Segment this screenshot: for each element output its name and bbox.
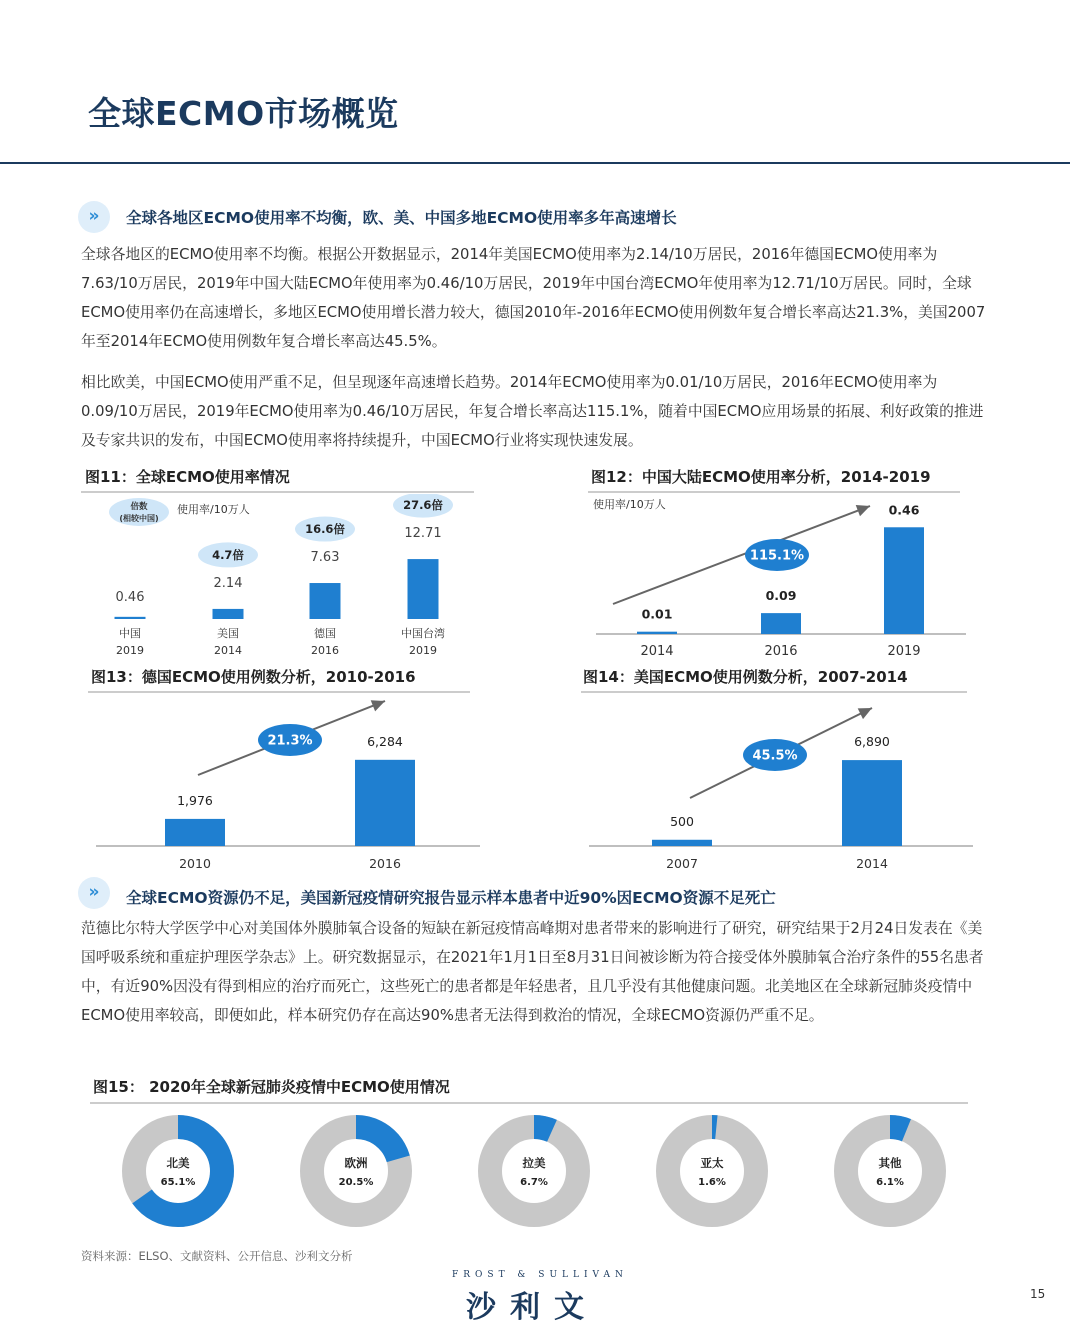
fig14-category-label: 2014 bbox=[856, 856, 888, 871]
fig12-value-label: 0.09 bbox=[765, 588, 797, 604]
section2-heading: 全球ECMO资源仍不足，美国新冠疫情研究报告显示样本患者中近90%因ECMO资源不足死亡 bbox=[126, 889, 776, 907]
fig11-category-year: 2019 bbox=[409, 644, 437, 657]
fig11-category-label: 美国 bbox=[217, 627, 239, 640]
fig12-title: 图12：中国大陆ECMO使用率分析，2014-2019 bbox=[591, 468, 931, 486]
section1-paragraph-2: 相比欧美，中国ECMO使用严重不足，但呈现逐年高速增长趋势。2014年ECMO使用率为0.01/10万居民，2016年ECMO使用率为0.09/10万居民，2019年ECMO使用率为0.46/10万居民，年复合增长率高达115.1%，随着中国ECMO应用场景的拓展、利好政策的推进及专家共识的发布，中国ECMO使用率将持续提升，中国ECMO行业将实现快速发展。 bbox=[81, 374, 984, 449]
fig15-donut bbox=[490, 1127, 578, 1215]
fig12-value-label: 0.01 bbox=[641, 606, 673, 622]
donut-region-label: 北美 bbox=[166, 1156, 190, 1170]
fig15-donut bbox=[668, 1127, 756, 1215]
fig12-rule bbox=[588, 491, 960, 493]
fig13-value-label: 6,284 bbox=[367, 733, 403, 749]
fig12-trend-arrow bbox=[613, 505, 870, 604]
fig11-value-label: 2.14 bbox=[213, 575, 243, 591]
fig14-category-label: 2007 bbox=[666, 856, 698, 871]
fig13-bar bbox=[165, 819, 225, 846]
fig14-rule bbox=[581, 691, 967, 693]
fig11-category-label: 中国 bbox=[119, 627, 141, 640]
fig11-multiple-badge bbox=[295, 517, 355, 542]
double-chevron-icon: » bbox=[78, 201, 110, 233]
donut-remainder-ring bbox=[490, 1127, 578, 1215]
fig11-category-year: 2016 bbox=[311, 644, 339, 657]
donut-remainder-ring bbox=[668, 1127, 756, 1215]
donut-share-label: 20.5% bbox=[338, 1177, 374, 1188]
section1-heading: 全球各地区ECMO使用率不均衡，欧、美、中国多地ECMO使用率多年高速增长 bbox=[126, 209, 677, 227]
fig12-category-label: 2019 bbox=[887, 644, 921, 659]
donut-region-label: 其他 bbox=[878, 1156, 902, 1170]
donut-remainder-ring bbox=[846, 1127, 934, 1215]
fig11-multiple-badge bbox=[393, 494, 453, 518]
donut-share-label: 65.1% bbox=[160, 1177, 196, 1188]
title-divider bbox=[0, 162, 1070, 164]
section2-paragraph: 范德比尔特大学医学中心对美国体外膜肺氧合设备的短缺在新冠疫情高峰期对患者带来的影响进行了研究，研究结果于2月24日发表在《美国呼吸系统和重症护理医学杂志》上。研究数据显示，在2021年1月1日至8月31日间被诊断为符合接受体外膜肺氧合治疗条件的55名患者中，有近90%因没有得到相应的治疗而死亡，这些死亡的患者都是年轻患者，且几乎没有其他健康问题。北美地区在全球新冠肺炎疫情中ECMO使用率较高，即便如此，样本研究仍存在高达90%患者无法得到救治的情况，全球ECMO资源仍严重不足。 bbox=[81, 920, 984, 1024]
donut-region-label: 欧洲 bbox=[344, 1156, 368, 1170]
fig13-bar bbox=[355, 760, 415, 846]
fig11-title: 图11：全球ECMO使用率情况 bbox=[85, 468, 290, 486]
fig13-category-label: 2010 bbox=[179, 856, 211, 871]
section1-paragraph-1: 全球各地区的ECMO使用率不均衡。根据公开数据显示，2014年美国ECMO使用率为2.14/10万居民，2016年德国ECMO使用率为7.63/10万居民，2019年中国大陆ECMO年使用率为0.46/10万居民，2019年中国台湾ECMO年使用率为12.71/10万居民。同时，全球ECMO使用率仍在高速增长，多地区ECMO使用增长潜力较大，德国2010年-2016年ECMO使用例数年复合增长率高达21.3%，美国2007年至2014年ECMO使用例数年复合增长率高达45.5%。 bbox=[81, 246, 986, 350]
badge-legend-line-1: 倍数 bbox=[130, 502, 148, 512]
fig12-category-label: 2014 bbox=[640, 644, 674, 659]
fig11-multiple-badge bbox=[198, 542, 258, 567]
fig12-value-label: 0.46 bbox=[888, 502, 920, 518]
multiple-badge-legend bbox=[109, 498, 169, 526]
source-note: 资料来源：ELSO、文献资料、公开信息、沙利文分析 bbox=[81, 1249, 353, 1263]
fig14-value-label: 6,890 bbox=[854, 734, 890, 750]
donut-region-label: 拉美 bbox=[522, 1156, 546, 1170]
fig11-value-label: 0.46 bbox=[115, 590, 145, 605]
svg-text:115.1%: 115.1% bbox=[749, 548, 805, 564]
fig15-chart bbox=[90, 1106, 970, 1238]
fig15-title: 图15： 2020年全球新冠肺炎疫情中ECMO使用情况 bbox=[93, 1078, 450, 1096]
svg-text:4.7倍: 4.7倍 bbox=[212, 548, 244, 563]
fig15-donut bbox=[846, 1127, 934, 1215]
fig11-category-label: 德国 bbox=[314, 627, 336, 640]
fig12-cagr-badge bbox=[745, 539, 809, 571]
fig12-bar bbox=[761, 613, 801, 634]
fig11-value-label: 7.63 bbox=[310, 550, 340, 566]
svg-text:21.3%: 21.3% bbox=[267, 733, 313, 749]
fig15-rule bbox=[90, 1102, 968, 1104]
fig11-category-year: 2019 bbox=[116, 644, 144, 657]
fig13-value-label: 1,976 bbox=[177, 792, 213, 808]
fig14-cagr-badge bbox=[743, 739, 807, 771]
fig11-ylabel: 使用率/10万人 bbox=[177, 503, 250, 516]
footer-brand-logo: 沙利文 bbox=[466, 1290, 598, 1325]
svg-text:16.6倍: 16.6倍 bbox=[305, 522, 345, 537]
fig14-bar bbox=[652, 840, 712, 846]
fig11-bar bbox=[310, 583, 341, 619]
fig12-bar bbox=[884, 527, 924, 634]
fig14-title: 图14：美国ECMO使用例数分析，2007-2014 bbox=[583, 668, 908, 686]
fig13-title: 图13：德国ECMO使用例数分析，2010-2016 bbox=[91, 668, 416, 686]
donut-region-label: 亚太 bbox=[700, 1156, 724, 1170]
fig13-rule bbox=[88, 691, 470, 693]
double-chevron-icon: » bbox=[78, 877, 110, 909]
fig11-bar bbox=[408, 559, 439, 619]
donut-share-label: 6.7% bbox=[520, 1177, 548, 1188]
fig11-bar bbox=[115, 617, 146, 619]
footer-brand-en: FROST & SULLIVAN bbox=[452, 1270, 628, 1280]
fig14-bar bbox=[842, 760, 902, 846]
fig12-ylabel: 使用率/10万人 bbox=[593, 498, 666, 511]
fig13-cagr-badge bbox=[258, 724, 322, 756]
fig11-rule bbox=[81, 491, 474, 493]
page-number: 15 bbox=[1030, 1287, 1046, 1301]
fig11-category-label: 中国台湾 bbox=[401, 627, 445, 640]
fig12-bar bbox=[637, 632, 677, 634]
page-title: 全球ECMO市场概览 bbox=[88, 94, 399, 133]
badge-legend-line-2: (相较中国) bbox=[119, 514, 159, 523]
fig14-chart bbox=[581, 694, 981, 874]
fig13-category-label: 2016 bbox=[369, 856, 401, 871]
fig12-chart bbox=[588, 494, 968, 664]
fig15-donut bbox=[134, 1127, 222, 1215]
fig12-category-label: 2016 bbox=[764, 644, 798, 659]
donut-share-label: 6.1% bbox=[876, 1177, 904, 1188]
fig14-value-label: 500 bbox=[670, 813, 694, 829]
fig13-chart bbox=[88, 694, 488, 874]
svg-text:45.5%: 45.5% bbox=[752, 748, 798, 764]
fig15-donut bbox=[312, 1127, 400, 1215]
fig11-chart bbox=[81, 494, 481, 664]
fig11-value-label: 12.71 bbox=[404, 526, 442, 542]
fig11-category-year: 2014 bbox=[214, 644, 242, 657]
fig11-bar bbox=[213, 609, 244, 619]
svg-text:27.6倍: 27.6倍 bbox=[403, 498, 443, 513]
donut-share-label: 1.6% bbox=[698, 1177, 726, 1188]
